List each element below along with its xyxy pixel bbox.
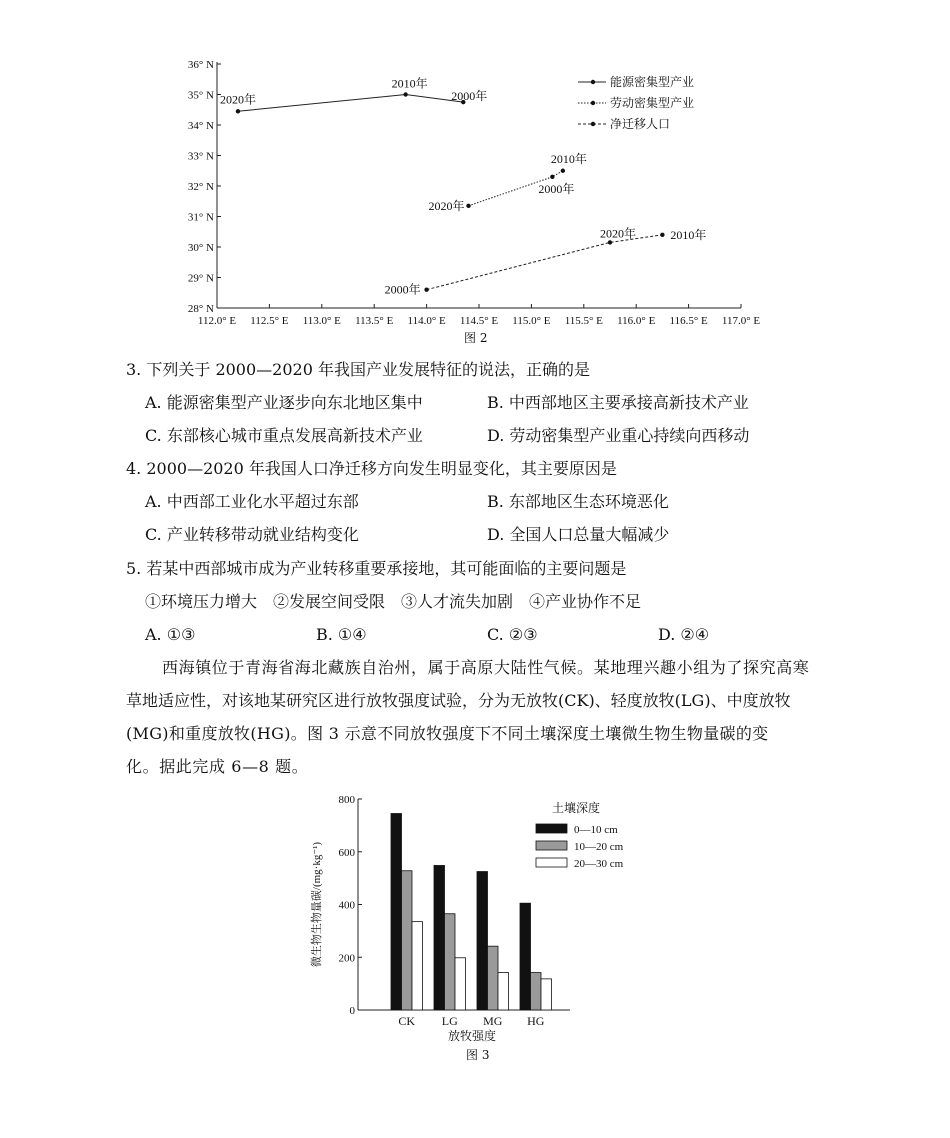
x-axis-label: 放牧强度 (447, 1029, 497, 1043)
legend-swatch (536, 858, 567, 867)
bar (445, 914, 456, 1010)
bar (412, 922, 423, 1010)
bar (391, 814, 402, 1010)
legend-label: 净迁移人口 (610, 117, 671, 131)
legend-label: 劳动密集型产业 (610, 96, 695, 110)
x-tick-label: 117.0° E (721, 315, 761, 327)
y-tick-label: 34° N (187, 120, 214, 132)
point-label: 2020年 (219, 92, 256, 107)
series-line (427, 235, 663, 290)
data-point (466, 204, 470, 208)
point-label: 2010年 (391, 76, 428, 91)
question-5-option-a[interactable]: A. ①③ (145, 625, 196, 644)
x-tick-label: 116.0° E (617, 315, 656, 327)
bar (488, 946, 499, 1010)
legend-marker (591, 101, 595, 105)
legend-swatch (536, 824, 567, 833)
bar (520, 903, 531, 1010)
passage-line-4: 化。据此完成 6—8 题。 (126, 757, 309, 776)
y-tick-label: 600 (338, 846, 355, 859)
legend-label: 20—30 cm (574, 858, 624, 870)
point-label: 2010年 (670, 227, 707, 242)
passage-line-3: (MG)和重度放牧(HG)。图 3 示意不同放牧强度下不同土壤深度土壤微生物生物量碳的变 (126, 724, 769, 743)
legend-label: 0—10 cm (574, 824, 618, 836)
y-tick-label: 200 (338, 952, 355, 965)
x-tick-label: 112.0° E (197, 315, 237, 327)
figure-3-bar-chart (300, 785, 660, 1045)
y-tick-label: 36° N (187, 59, 214, 71)
x-tick-label: 113.5° E (355, 315, 394, 327)
legend-label: 10—20 cm (574, 841, 624, 853)
figure-2-line-chart (0, 0, 950, 340)
data-point (608, 240, 612, 244)
x-category-label: CK (398, 1014, 416, 1028)
legend-marker (591, 122, 595, 126)
x-category-label: HG (527, 1014, 545, 1028)
question-3-option-a[interactable]: A. 能源密集型产业逐步向东北地区集中 (145, 393, 423, 412)
bar (477, 872, 488, 1010)
y-tick-label: 33° N (187, 150, 214, 163)
x-tick-label: 115.5° E (564, 315, 603, 327)
passage-line-1: 西海镇位于青海省海北藏族自治州，属于高原大陆性气候。某地理兴趣小组为了探究高寒 (162, 658, 810, 677)
y-tick-label: 29° N (187, 272, 214, 285)
x-tick-label: 115.0° E (512, 315, 551, 327)
question-4-option-b[interactable]: B. 东部地区生态环境恶化 (487, 492, 669, 511)
y-tick-label: 35° N (187, 89, 214, 102)
question-3-option-d[interactable]: D. 劳动密集型产业重心持续向西移动 (487, 426, 750, 445)
bar (402, 871, 413, 1010)
y-axis-label: 微生物生物量碳/(mg·kg⁻¹) (311, 841, 323, 968)
x-tick-label: 112.5° E (250, 315, 289, 327)
x-tick-label: 114.0° E (407, 315, 446, 327)
y-tick-label: 0 (349, 1005, 355, 1017)
legend-marker (591, 80, 595, 84)
question-5-stem: 5. 若某中西部城市成为产业转移重要承接地，其可能面临的主要问题是 (126, 559, 627, 578)
series-line (238, 95, 463, 112)
data-point (403, 92, 407, 96)
x-category-label: MG (483, 1014, 503, 1028)
legend-title: 土壤深度 (552, 801, 601, 815)
data-point (236, 109, 240, 113)
question-4-stem: 4. 2000—2020 年我国人口净迁移方向发生明显变化，其主要原因是 (126, 459, 617, 478)
x-tick-label: 113.0° E (302, 315, 341, 327)
x-tick-label: 114.5° E (459, 315, 499, 327)
data-point (660, 233, 664, 237)
data-point (561, 169, 565, 173)
question-5-option-d[interactable]: D. ②④ (658, 625, 710, 644)
y-tick-label: 32° N (187, 181, 214, 193)
question-4-option-c[interactable]: C. 产业转移带动就业结构变化 (145, 525, 359, 544)
question-5-option-c[interactable]: C. ②③ (487, 625, 538, 644)
bar (455, 958, 466, 1010)
figure-2-caption: 图 2 (464, 331, 488, 345)
question-4-option-d[interactable]: D. 全国人口总量大幅减少 (487, 525, 670, 544)
figure-3-caption: 图 3 (466, 1048, 490, 1062)
bar (434, 865, 445, 1010)
bar (541, 979, 552, 1010)
x-category-label: LG (441, 1014, 458, 1028)
question-5-option-b[interactable]: B. ①④ (316, 625, 367, 644)
legend-swatch (536, 841, 567, 850)
y-tick-label: 28° N (187, 303, 214, 315)
passage-line-2: 草地适应性，对该地某研究区进行放牧强度试验，分为无放牧(CK)、轻度放牧(LG)、中度放牧 (126, 691, 791, 710)
bar (531, 973, 542, 1010)
data-point (550, 175, 554, 179)
question-4-option-a[interactable]: A. 中西部工业化水平超过东部 (145, 492, 359, 511)
point-label: 2020年 (599, 226, 637, 241)
y-tick-label: 400 (338, 899, 355, 912)
point-label: 2010年 (550, 151, 587, 166)
question-3-option-b[interactable]: B. 中西部地区主要承接高新技术产业 (487, 393, 749, 412)
y-tick-label: 30° N (187, 242, 214, 254)
point-label: 2000年 (384, 282, 421, 297)
point-label: 2020年 (428, 198, 465, 213)
point-label: 2000年 (538, 181, 575, 196)
y-tick-label: 31° N (187, 211, 214, 224)
legend-label: 能源密集型产业 (610, 75, 695, 89)
x-tick-label: 116.5° E (669, 315, 708, 327)
question-3-stem: 3. 下列关于 2000—2020 年我国产业发展特征的说法，正确的是 (126, 360, 590, 379)
bar (498, 973, 509, 1010)
y-tick-label: 800 (338, 794, 355, 806)
question-5-items: ①环境压力增大 ②发展空间受限 ③人才流失加剧 ④产业协作不足 (145, 592, 642, 611)
question-3-option-c[interactable]: C. 东部核心城市重点发展高新技术产业 (145, 426, 423, 445)
data-point (424, 288, 428, 292)
point-label: 2000年 (451, 89, 488, 104)
